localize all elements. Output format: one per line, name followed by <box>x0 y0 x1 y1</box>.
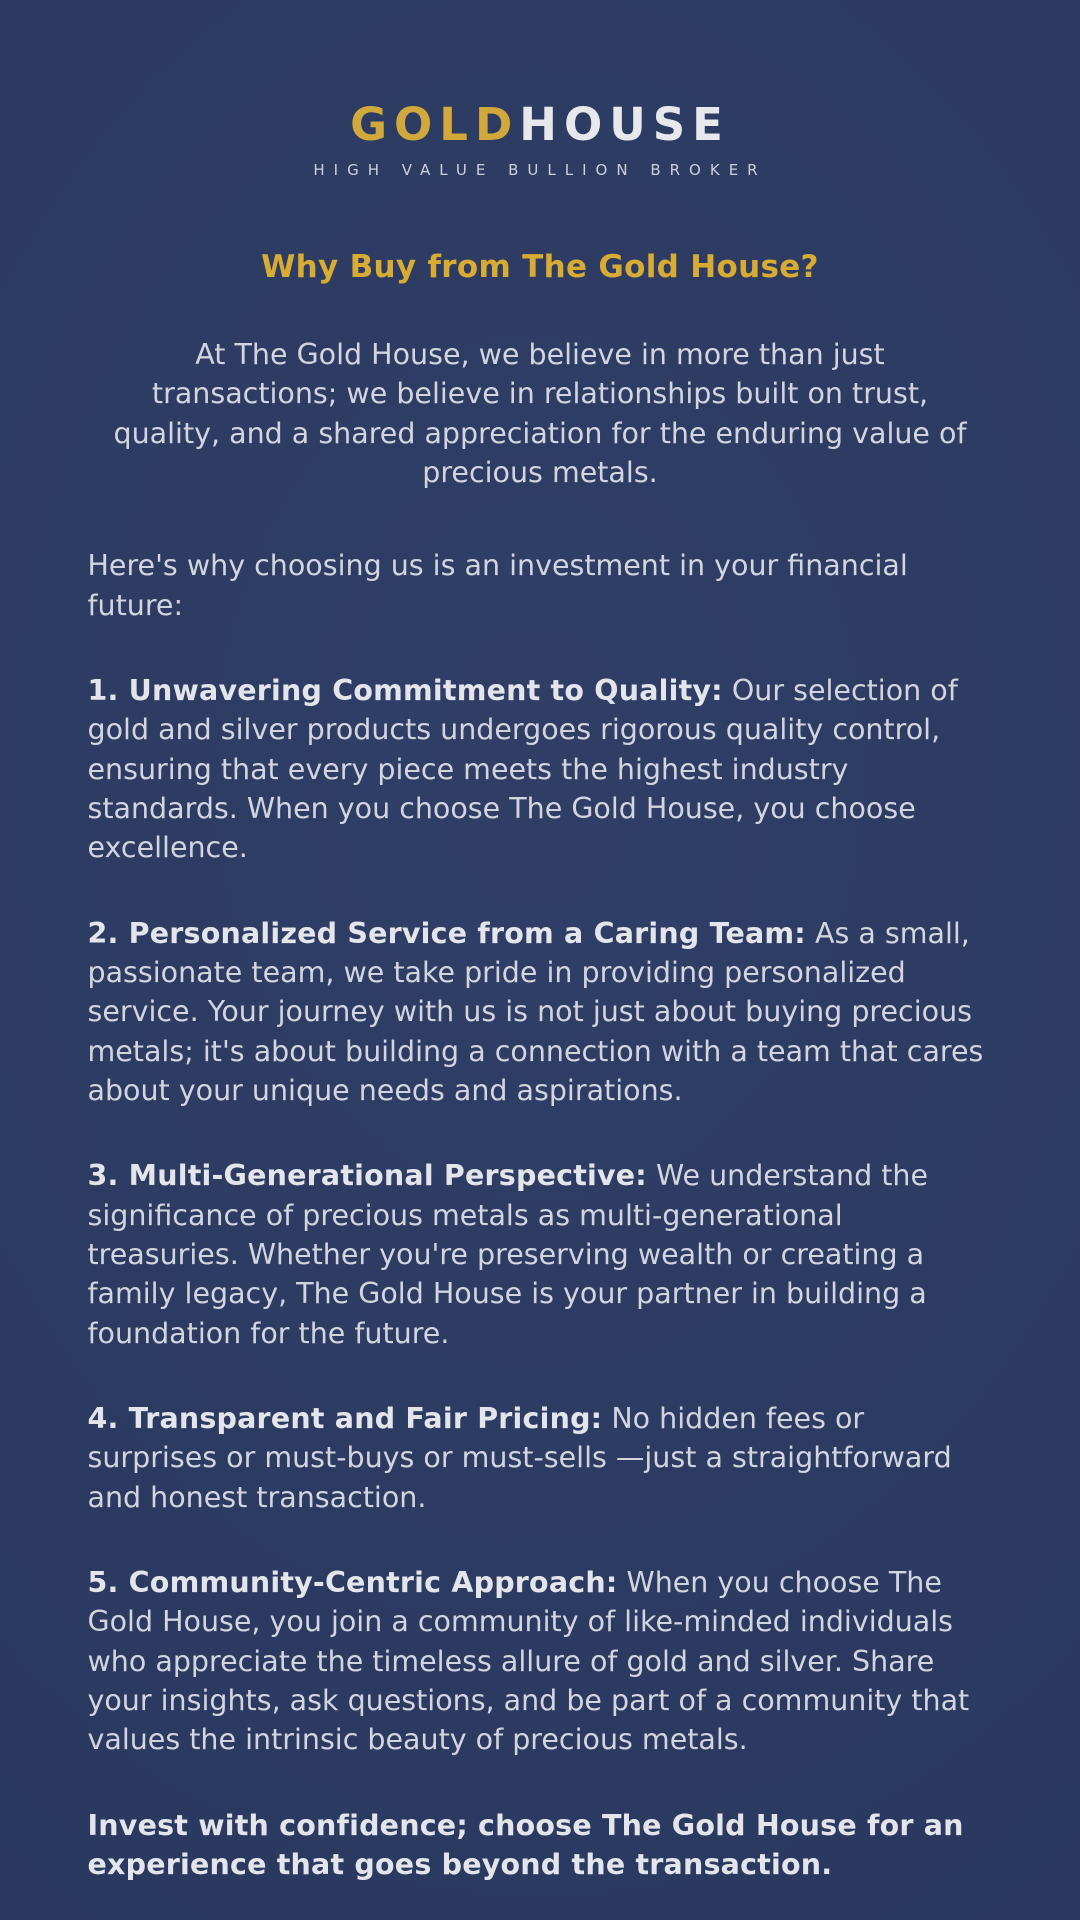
logo-tagline: HIGH VALUE BULLION BROKER <box>313 161 767 179</box>
logo-wordmark <box>0 98 1080 151</box>
goldhouse-logo <box>0 0 1080 179</box>
reason-item-4 <box>88 1399 993 1517</box>
closing-statement: Invest with confidence; choose The Gold House for an experience that goes beyond the transaction. <box>87 1808 964 1881</box>
reason-1-title: 1. Unwavering Commitment to Quality: <box>87 673 723 707</box>
reason-3-body: We understand the significance of precious metals as multi-generational treasuries. Whether you're preserving wealth or creating a family legacy, The Gold House is your partner in building a foundation for the future. <box>87 1159 929 1350</box>
reason-1-body: Our selection of gold and silver products undergoes rigorous quality control, ensuring that every piece meets the highest industry standards. When you choose The Gold House, you choose excellence. <box>87 673 958 865</box>
reason-item-2 <box>88 914 993 1111</box>
reason-4-title: 4. Transparent and Fair Pricing: <box>87 1401 603 1435</box>
reason-item-5 <box>88 1563 993 1760</box>
intro-paragraph: At The Gold House, we believe in more than just transactions; we believe in relationships built on trust, quality, and a shared appreciation for the enduring value of precious metals. <box>113 338 967 489</box>
reason-3-title: 3. Multi-Generational Perspective: <box>87 1159 647 1193</box>
reason-item-1 <box>88 671 993 868</box>
reason-5-title: 5. Community-Centric Approach: <box>87 1565 618 1599</box>
logo-word-house: HOUSE <box>519 98 730 151</box>
lead-in-paragraph: Here's why choosing us is an investment in your financial future: <box>87 549 908 622</box>
reason-5-body: When you choose The Gold House, you join a community of like-minded individuals who appreciate the timeless allure of gold and silver. Share your insights, ask questions, and be part of a community that values the intrinsic beauty of precious metals. <box>87 1565 970 1757</box>
reason-item-3 <box>88 1156 993 1353</box>
reason-2-body: As a small, passionate team, we take pride in providing personalized service. Your journey with us is not just about buying precious metals; it's about building a connection with a team that cares about your unique needs and aspirations. <box>87 916 984 1107</box>
logo-word-gold: GOLD <box>350 98 520 151</box>
reason-2-title: 2. Personalized Service from a Caring Team: <box>87 916 806 950</box>
page-title: Why Buy from The Gold House? <box>261 249 819 285</box>
reason-4-body: No hidden fees or surprises or must-buys or must-sells —just a straightforward and honest transaction. <box>87 1401 952 1514</box>
body-content <box>88 546 993 1884</box>
